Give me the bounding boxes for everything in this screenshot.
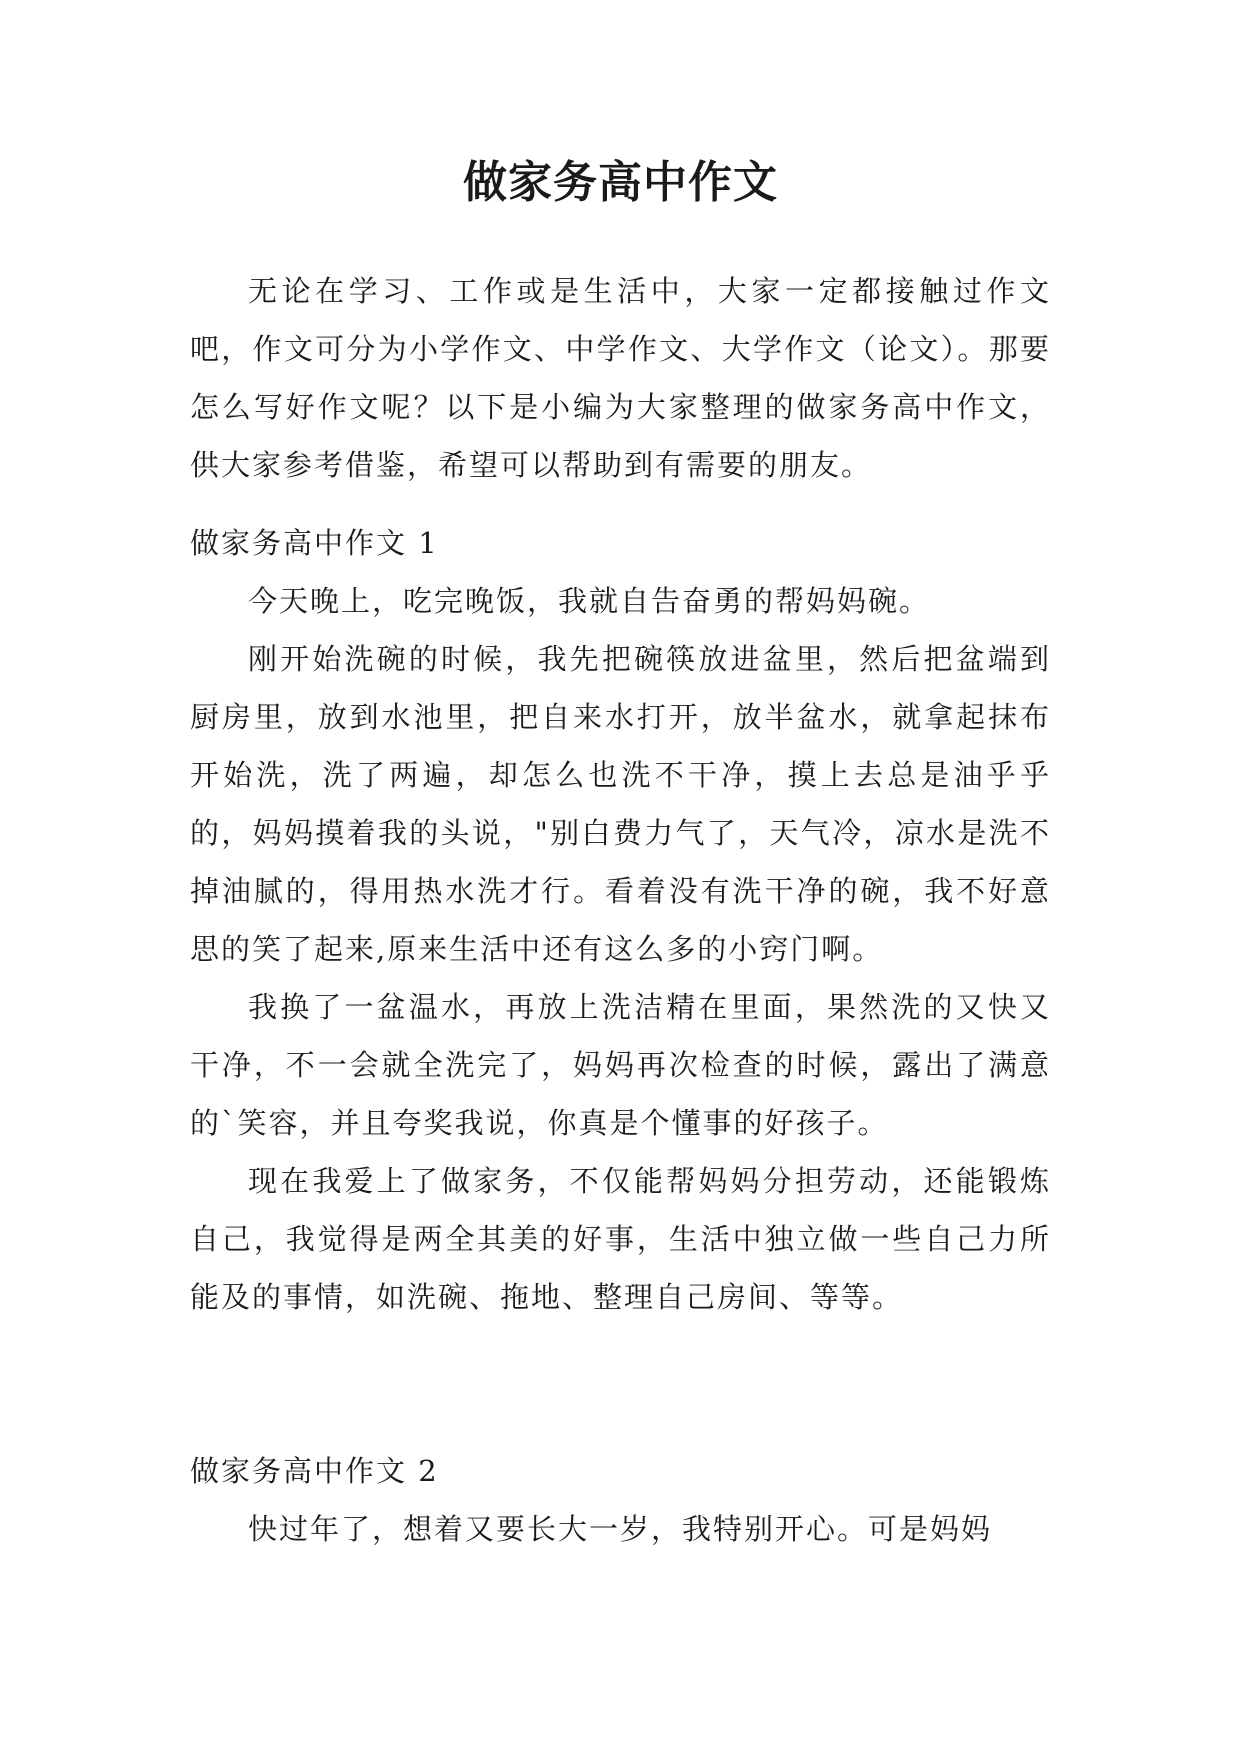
essay-section-1 xyxy=(190,514,1051,1326)
section-heading: 做家务高中作文 2 xyxy=(190,1454,439,1488)
body-paragraph: 今天晚上，吃完晚饭，我就自告奋勇的帮妈妈碗。 xyxy=(248,584,931,618)
body-paragraph: 现在我爱上了做家务，不仅能帮妈妈分担劳动，还能锻炼自己，我觉得是两全其美的好事，生活中独立做一些自己力所能及的事情，如洗碗、拖地、整理自己房间、等等。 xyxy=(190,1164,1051,1314)
intro-block xyxy=(190,262,1051,494)
body-paragraph: 我换了一盆温水，再放上洗洁精在里面，果然洗的又快又干净，不一会就全洗完了，妈妈再次检查的时候，露出了满意的`笑容，并且夸奖我说，你真是个懂事的好孩子。 xyxy=(190,990,1051,1140)
intro-paragraph: 无论在学习、工作或是生活中，大家一定都接触过作文吧，作文可分为小学作文、中学作文、大学作文（论文）。那要怎么写好作文呢？以下是小编为大家整理的做家务高中作文，供大家参考借鉴，希望可以帮助到有需要的朋友。 xyxy=(190,274,1051,482)
section-heading: 做家务高中作文 1 xyxy=(190,526,439,560)
body-paragraph: 刚开始洗碗的时候，我先把碗筷放进盆里，然后把盆端到厨房里，放到水池里，把自来水打开，放半盆水，就拿起抹布开始洗，洗了两遍，却怎么也洗不干净，摸上去总是油乎乎的，妈妈摸着我的头说，"别白费力气了，天气冷，凉水是洗不掉油腻的，得用热水洗才行。看着没有洗干净的碗，我不好意思的笑了起来,原来生活中还有这么多的小窍门啊。 xyxy=(190,642,1051,966)
document-title: 做家务高中作文 xyxy=(463,157,778,208)
body-paragraph: 快过年了，想着又要长大一岁，我特别开心。可是妈妈 xyxy=(248,1512,993,1546)
essay-section-2 xyxy=(190,1442,1051,1558)
